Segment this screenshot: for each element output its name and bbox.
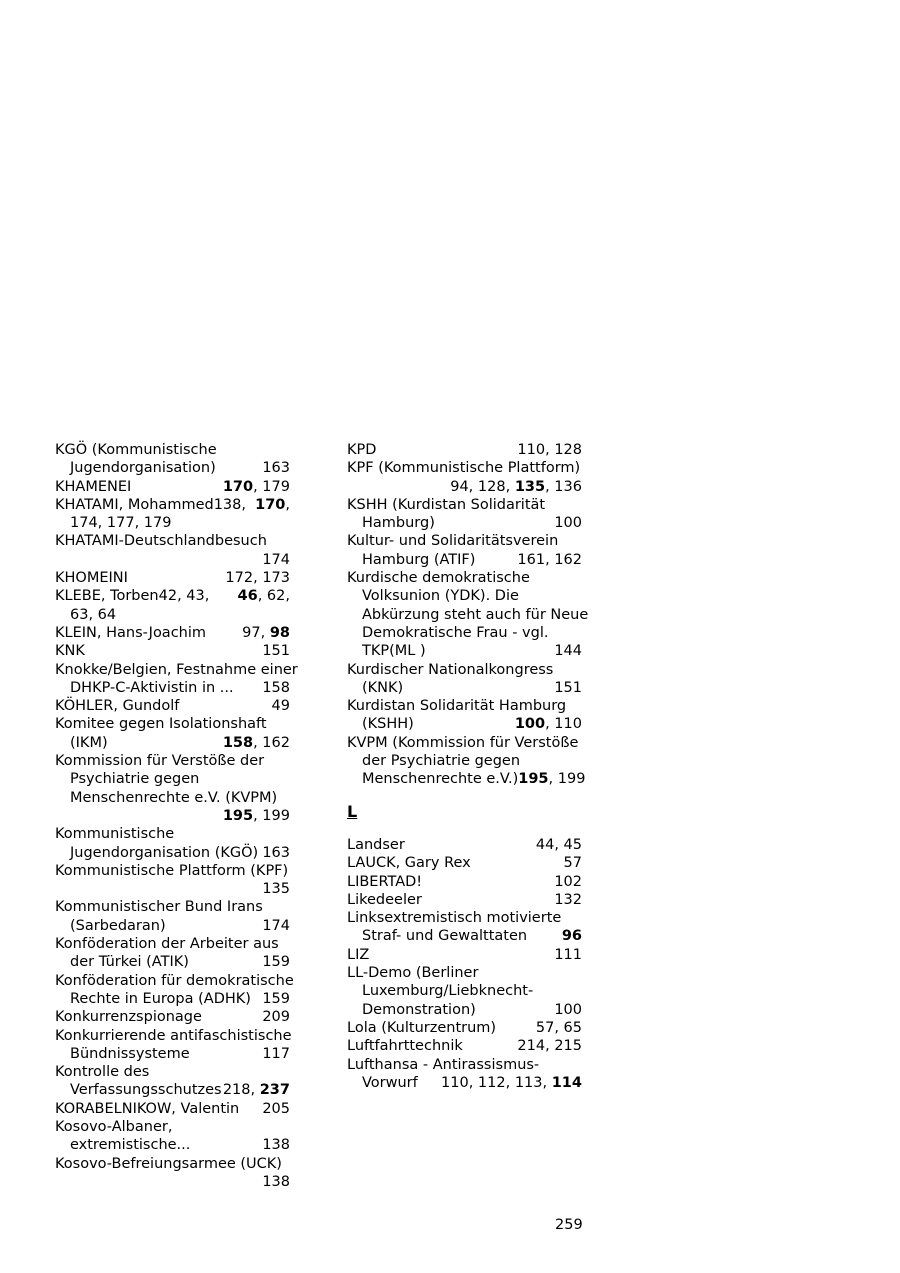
- index-entry-line: LIZ 111: [347, 946, 582, 963]
- index-entry-line: 63, 64: [70, 606, 117, 623]
- index-column-left: [55, 441, 298, 1191]
- index-entry-line: Rechte in Europa (ADHK) 159: [70, 990, 290, 1007]
- page-refs: 170, 179: [222, 478, 290, 495]
- index-entry-line: (KSHH) 100, 110: [362, 716, 582, 733]
- index-entry-line: Linksextremistisch motivierte: [347, 910, 562, 927]
- index-entry-line: KHAMENEI 170, 179: [55, 478, 290, 495]
- index-entry-line: KVPM (Kommission für Verstöße: [347, 734, 579, 751]
- page-refs: 111: [554, 946, 582, 963]
- index-entry-line: KÖHLER, Gundolf 49: [55, 698, 290, 715]
- page-refs: 46, 62,: [237, 588, 290, 605]
- index-entry-line: Konkurrenzspionage 209: [55, 1009, 290, 1026]
- index-entry-line: Straf- und Gewalttaten 96: [362, 928, 582, 945]
- index-entry-line: KNK 151: [55, 643, 290, 660]
- index-entry-line: 135: [262, 881, 290, 898]
- index-entry-line: KHATAMI-Deutschlandbesuch: [55, 533, 267, 550]
- page-refs: 163: [262, 844, 290, 861]
- index-entry-line: Komitee gegen Isolationshaft: [55, 716, 267, 733]
- index-entry-line: (IKM) 158, 162: [70, 734, 290, 751]
- index-entry-line: Likedeeler 132: [347, 891, 582, 908]
- index-entry-line: Lola (Kulturzentrum) 57, 65: [347, 1019, 582, 1036]
- index-entry-line: Jugendorganisation) 163: [70, 460, 290, 477]
- index-entry-line: Demokratische Frau - vgl.: [362, 624, 549, 641]
- index-entry-line: Konföderation der Arbeiter aus: [55, 936, 279, 953]
- index-entry-line: KSHH (Kurdistan Solidarität: [347, 496, 546, 513]
- index-entry-line: Lufthansa - Antirassismus-: [347, 1056, 540, 1073]
- page-refs: 151: [554, 679, 582, 696]
- index-entry-line: Menschenrechte e.V.) 195, 199: [362, 771, 586, 788]
- index-entry-line: DHKP-C-Aktivistin in ... 158: [70, 679, 290, 696]
- index-section-l: [347, 836, 582, 1092]
- page-refs: 209: [262, 1009, 290, 1026]
- page-refs: 110, 112, 113, 114: [441, 1074, 582, 1091]
- index-entry-line: Kommunistische: [55, 826, 175, 843]
- page-refs: 100: [554, 1001, 582, 1018]
- index-entry-line: der Psychiatrie gegen: [362, 753, 521, 770]
- page-refs: 96: [561, 928, 582, 945]
- index-entry-line: Luftfahrttechnik 214, 215: [347, 1038, 582, 1055]
- index-entry-line: TKP(ML ) 144: [362, 643, 582, 660]
- index-entry-line: Demonstration) 100: [362, 1001, 582, 1018]
- index-entry-line: Menschenrechte e.V. (KVPM): [70, 789, 278, 806]
- index-entry-line: Kontrolle des: [55, 1064, 150, 1081]
- index-entry-line: Hamburg (ATIF) 161, 162: [362, 551, 582, 568]
- page-refs: 97, 98: [242, 624, 290, 641]
- index-entry-line: Abkürzung steht auch für Neue: [362, 606, 589, 623]
- index-entry-line: Kommunistischer Bund Irans: [55, 899, 263, 916]
- page-refs: 100, 110: [514, 716, 582, 733]
- index-entry-line: 195, 199: [222, 807, 290, 824]
- page-refs: 205: [262, 1100, 290, 1117]
- index-entry-line: KPD 110, 128: [347, 442, 582, 458]
- index-entry-line: 94, 128, 135, 136: [450, 478, 582, 495]
- index-entry-line: LL-Demo (Berliner: [347, 965, 479, 982]
- index-entry-line: Vorwurf 110, 112, 113, 114: [362, 1074, 582, 1091]
- index-entry-line: 174, 177, 179: [70, 515, 172, 532]
- index-entry-line: Bündnissysteme 117: [70, 1045, 290, 1062]
- index-entry-line: KHOMEINI 172, 173: [55, 570, 290, 587]
- index-entry-line: Kurdische demokratische: [347, 570, 530, 587]
- index-entry-line: 174: [262, 551, 290, 568]
- index-entry-line: (Sarbedaran) 174: [70, 917, 290, 934]
- page-refs: 138: [262, 1137, 290, 1154]
- page-refs: 132: [554, 891, 582, 908]
- page-refs: 172, 173: [225, 570, 290, 587]
- page-refs: 214, 215: [517, 1038, 582, 1055]
- page-refs: 195, 199: [518, 771, 586, 788]
- index-entry-line: Kommission für Verstöße der: [55, 753, 265, 770]
- page-refs: 117: [262, 1045, 290, 1062]
- index-entry-line: (KNK) 151: [362, 679, 582, 696]
- index-entry-line: KLEIN, Hans-Joachim 97, 98: [55, 624, 290, 641]
- page-refs: 158, 162: [222, 734, 290, 751]
- index-entry-line: Knokke/Belgien, Festnahme einer: [55, 661, 298, 678]
- page-refs: 159: [262, 990, 290, 1007]
- index-entry-line: Kommunistische Plattform (KPF): [55, 862, 289, 879]
- index-entry-line: extremistische... 138: [70, 1137, 290, 1154]
- index-entry-line: Verfassungsschutzes 218, 237: [70, 1082, 290, 1099]
- page-refs: 161, 162: [517, 551, 582, 568]
- page-refs: 144: [554, 643, 582, 660]
- index-entry-line: KORABELNIKOW, Valentin 205: [55, 1100, 290, 1117]
- page-refs: 49: [271, 698, 290, 715]
- index-entry-line: Jugendorganisation (KGÖ) 163: [70, 844, 290, 861]
- index-entry-line: Kultur- und Solidaritätsverein: [347, 533, 559, 550]
- index-entry-line: Kosovo-Albaner,: [55, 1118, 173, 1135]
- index-entry-line: KPF (Kommunistische Plattform): [347, 460, 581, 477]
- page-refs: 100: [554, 515, 582, 532]
- page-refs: 110, 128: [517, 442, 582, 458]
- index-entry-line: Kurdistan Solidarität Hamburg: [347, 698, 567, 715]
- index-entry-line: 138: [262, 1173, 290, 1190]
- index-entry-line: Luxemburg/Liebknecht-: [362, 983, 534, 1000]
- index-entry-line: Volksunion (YDK). Die: [362, 588, 519, 605]
- page-refs: 174: [262, 917, 290, 934]
- page-refs: 44, 45: [535, 836, 582, 853]
- page-refs: 57, 65: [535, 1019, 582, 1036]
- index-entry-line: Kosovo-Befreiungsarmee (UCK): [55, 1155, 282, 1172]
- index-entry-line: Konkurrierende antifaschistische: [55, 1027, 292, 1044]
- page-refs: 159: [262, 954, 290, 971]
- index-entry-line: Landser 44, 45: [347, 836, 582, 853]
- index-entry-line: Konföderation für demokratische: [55, 972, 294, 989]
- index-entry-line: LIBERTAD! 102: [347, 873, 582, 890]
- section-letter-l: L: [347, 801, 358, 821]
- page-number: 259: [555, 1217, 583, 1233]
- page-refs: 170,: [255, 496, 290, 513]
- page-refs: 163: [262, 460, 290, 477]
- index-entry-line: KGÖ (Kommunistische: [55, 442, 217, 458]
- index-column-right: [347, 441, 589, 1092]
- page-refs: 158: [262, 679, 290, 696]
- index-entry-line: KHATAMI, Mohammed138, 170,: [55, 496, 290, 513]
- page-refs: 218, 237: [222, 1082, 290, 1099]
- index-entry-line: Kurdischer Nationalkongress: [347, 661, 554, 678]
- index-entry-line: LAUCK, Gary Rex 57: [347, 855, 582, 872]
- index-entry-line: KLEBE, Torben42, 43, 46, 62,: [55, 588, 290, 605]
- page-refs: 102: [554, 873, 582, 890]
- index-entry-line: der Türkei (ATIK) 159: [70, 954, 290, 971]
- page-refs: 57: [563, 855, 582, 872]
- index-section-k: [347, 441, 589, 789]
- page-refs: 151: [262, 643, 290, 660]
- index-entry-line: Psychiatrie gegen: [70, 771, 200, 788]
- index-entry-line: Hamburg) 100: [362, 515, 582, 532]
